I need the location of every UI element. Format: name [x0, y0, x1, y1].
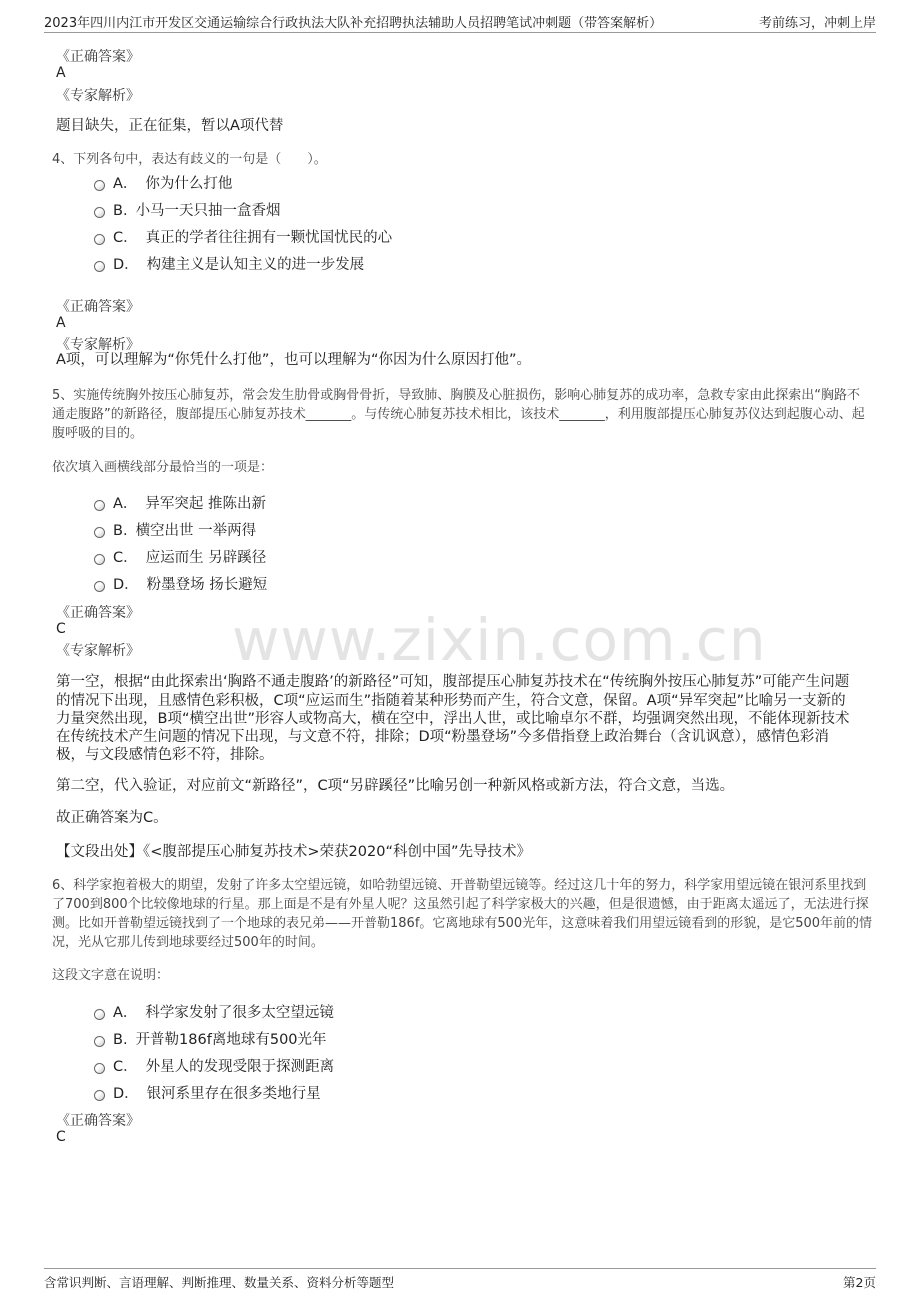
- radio-icon[interactable]: [94, 180, 105, 191]
- source-note: 【文段出处】《<腹部提压心肺复苏技术>荣获2020“科创中国”先导技术》: [56, 844, 531, 860]
- question-6-line: 6、科学家抱着极大的期望，发射了许多太空望远镜，如哈勃望远镜、开普勒望远镜等。经过这几十年的努力，科学家用望远镜在银河系里找到: [52, 878, 867, 893]
- radio-icon[interactable]: [94, 1009, 105, 1020]
- answer-value: A: [56, 315, 66, 331]
- answer-label: 《正确答案》: [56, 605, 140, 621]
- answer-value: C: [56, 1129, 66, 1145]
- radio-icon[interactable]: [94, 1090, 105, 1101]
- answer-label: 《正确答案》: [56, 1113, 140, 1129]
- analysis-line: 第一空，根据“由此探索出‘胸路不通走腹路’的新路径”可知，腹部提压心肺复苏技术在“传统胸外按压心肺复苏”可能产生问题: [56, 674, 850, 690]
- page-footer: [44, 1268, 876, 1291]
- analysis-line: 在传统技术产生问题的情况下出现，与文意不符，排除；D项“粉墨登场”今多借指登上政治舞台（含讥讽意），感情色彩消: [56, 729, 829, 745]
- analysis-label: 《专家解析》: [56, 88, 140, 104]
- header-slogan: 考前练习，冲刺上岸: [758, 16, 876, 31]
- radio-icon[interactable]: [94, 1063, 105, 1074]
- option-b[interactable]: B. 小马一天只抽一盒香烟: [94, 199, 281, 220]
- question-6-line: 了700到800个比较像地球的行星。那上面是不是有外星人呢？这虽然引起了科学家极大的兴趣，但是很遗憾，由于距离太遥远了，无法进行探: [52, 897, 869, 912]
- conclusion: 故正确答案为C。: [56, 810, 168, 826]
- option-d[interactable]: D． 银河系里存在很多类地行星: [94, 1082, 321, 1103]
- option-c[interactable]: C． 真正的学者往往拥有一颗忧国忧民的心: [94, 226, 392, 247]
- watermark: www.zixin.com.cn: [232, 606, 767, 674]
- question-5-line: 5、实施传统胸外按压心肺复苏，常会发生肋骨或胸骨骨折，导致肺、胸膜及心脏损伤，影响心肺复苏的成功率，急救专家由此探索出“胸路不: [52, 388, 861, 403]
- analysis-label: 《专家解析》: [56, 337, 140, 353]
- option-b[interactable]: B. 横空出世 一举两得: [94, 519, 256, 540]
- question-5-line: 腹呼吸的目的。: [52, 426, 144, 441]
- option-c[interactable]: C． 应运而生 另辟蹊径: [94, 546, 266, 567]
- analysis-label: 《专家解析》: [56, 643, 140, 659]
- analysis-second-blank: 第二空，代入验证，对应前文“新路径”，C项“另辟蹊径”比喻另创一种新风格或新方法，符合文意，当选。: [56, 778, 735, 794]
- radio-icon[interactable]: [94, 1036, 105, 1047]
- radio-icon[interactable]: [94, 234, 105, 245]
- answer-value: A: [56, 65, 66, 81]
- option-c[interactable]: C． 外星人的发现受限于探测距离: [94, 1055, 334, 1076]
- question-4: 4、下列各句中，表达有歧义的一句是（ ）。: [52, 152, 327, 167]
- footer-note: 含常识判断、言语理解、判断推理、数量关系、资料分析等题型: [44, 1275, 395, 1290]
- answer-label: 《正确答案》: [56, 299, 140, 315]
- analysis-text: 题目缺失，正在征集，暂以A项代替: [56, 118, 284, 134]
- analysis-line: 极，与文段感情色彩不符，排除。: [56, 747, 274, 763]
- question-5-line: 通走腹路”的新路径，腹部提压心肺复苏技术_______。与传统心肺复苏技术相比，该技术_______，利用腹部提压心肺复苏仪达到起腹心动、起: [52, 407, 865, 422]
- radio-icon[interactable]: [94, 261, 105, 272]
- radio-icon[interactable]: [94, 500, 105, 511]
- option-d[interactable]: D． 构建主义是认知主义的进一步发展: [94, 253, 364, 274]
- radio-icon[interactable]: [94, 554, 105, 565]
- radio-icon[interactable]: [94, 581, 105, 592]
- analysis-line: 的情况下出现，且感情色彩积极，C项“应运而生”指随着某种形势而产生，符合文意，保留。A项“异军突起”比喻另一支新的: [56, 693, 846, 709]
- question-6-instruction: 这段文字意在说明：: [52, 968, 170, 983]
- answer-label: 《正确答案》: [56, 49, 140, 65]
- option-a[interactable]: A． 异军突起 推陈出新: [94, 492, 266, 513]
- page-header: [44, 12, 876, 33]
- document-title: 2023年四川内江市开发区交通运输综合行政执法大队补充招聘执法辅助人员招聘笔试冲刺题（带答案解析）: [44, 16, 663, 31]
- radio-icon[interactable]: [94, 527, 105, 538]
- radio-icon[interactable]: [94, 207, 105, 218]
- option-a[interactable]: A． 科学家发射了很多太空望远镜: [94, 1001, 334, 1022]
- analysis-line: 力量突然出现，B项“横空出世”形容人或物高大，横在空中，浮出人世，或比喻卓尔不群，均强调突然出现，不能体现新技术: [56, 711, 850, 727]
- option-a[interactable]: A． 你为什么打他: [94, 172, 232, 193]
- option-b[interactable]: B. 开普勒186f离地球有500光年: [94, 1028, 327, 1049]
- page-number: 第2页: [843, 1275, 876, 1290]
- analysis-text: A项，可以理解为“你凭什么打他”，也可以理解为“你因为什么原因打他”。: [56, 352, 531, 368]
- question-6-line: 况，光从它那儿传到地球要经过500年的时间。: [52, 935, 324, 950]
- answer-value: C: [56, 621, 66, 637]
- question-5-instruction: 依次填入画横线部分最恰当的一项是：: [52, 460, 274, 475]
- question-6-line: 测。比如开普勒望远镜找到了一个地球的表兄弟——开普勒186f。它离地球有500光年，这意味着我们用望远镜看到的形貌，是它500年前的情: [52, 916, 873, 931]
- option-d[interactable]: D． 粉墨登场 扬长避短: [94, 573, 267, 594]
